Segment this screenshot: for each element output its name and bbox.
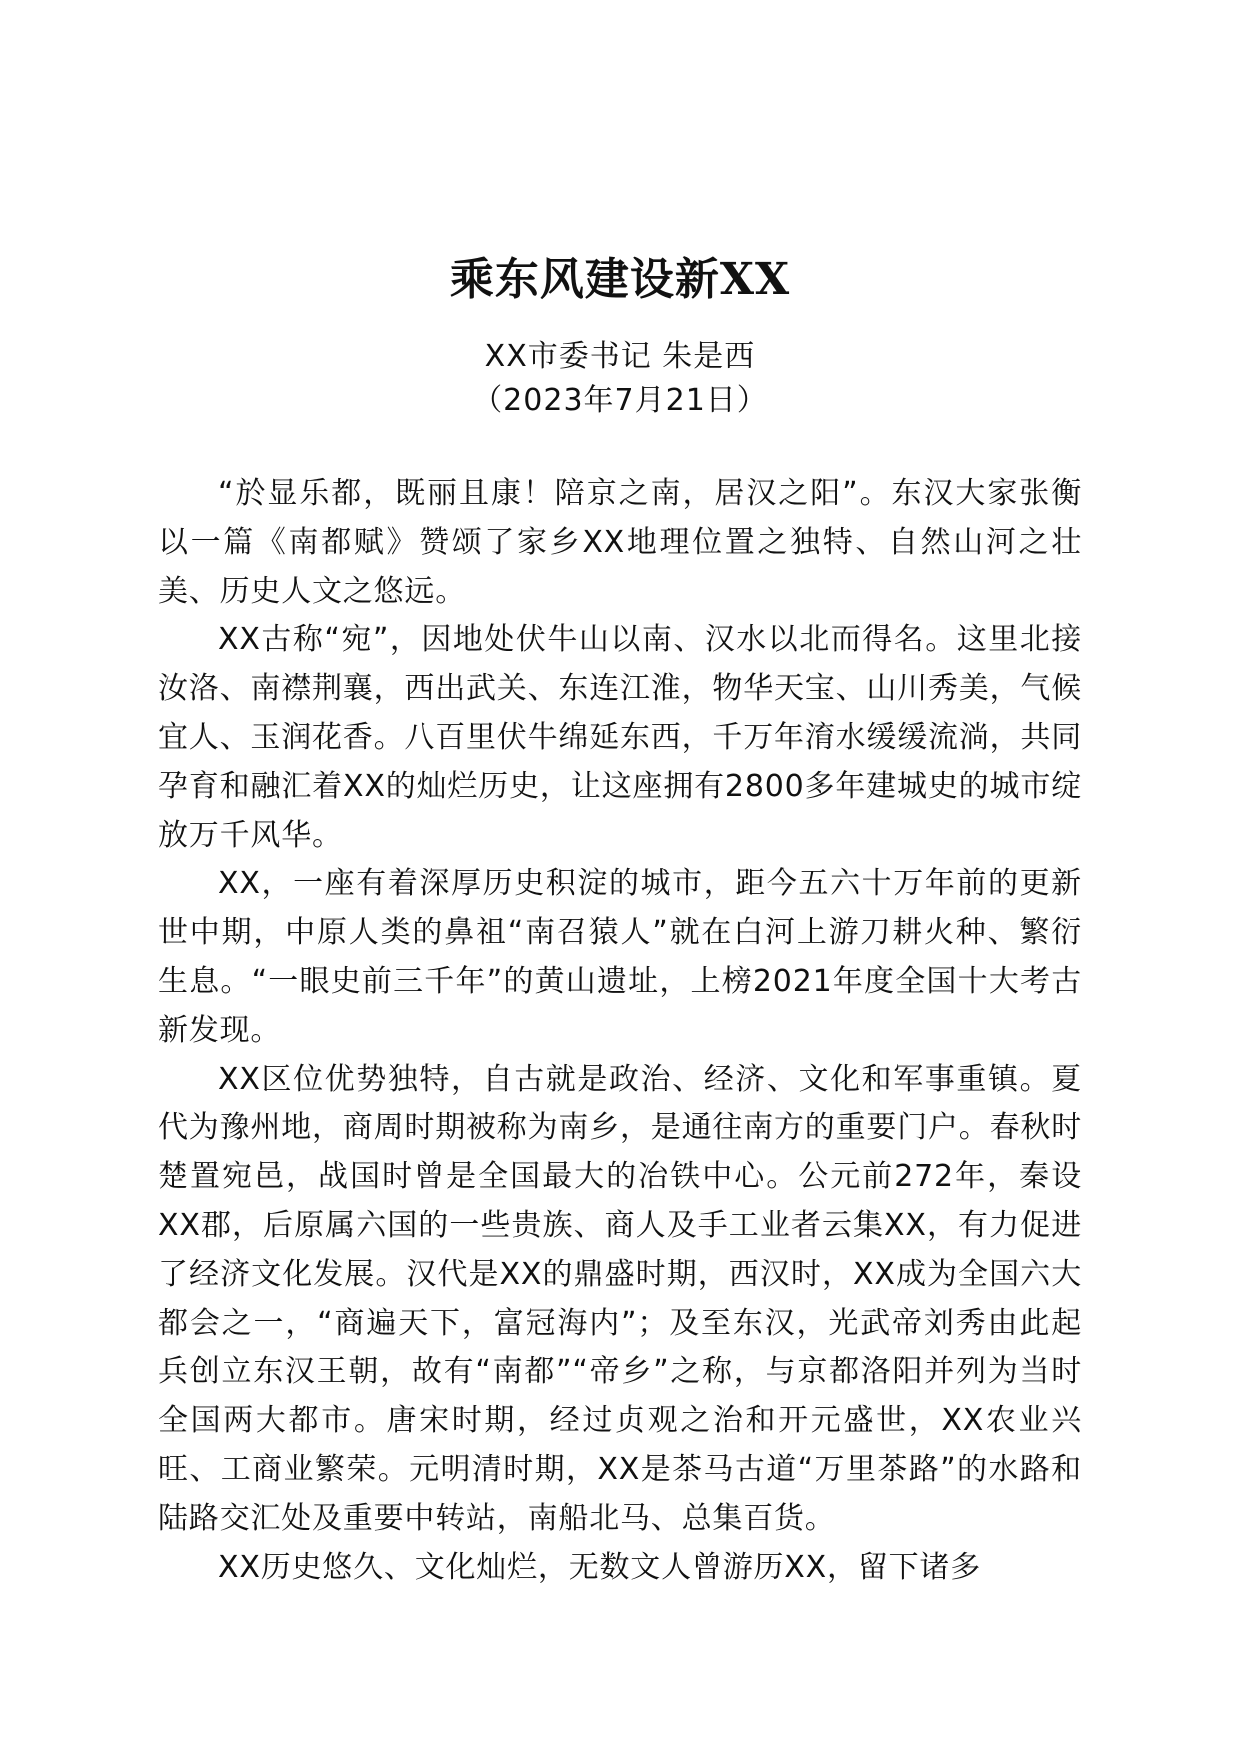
- paragraph: XX古称“宛”，因地处伏牛山以南、汉水以北而得名。这里北接汝洛、南襟荆襄，西出武关、东连江淮，物华天宝、山川秀美，气候宜人、玉润花香。八百里伏牛绵延东西，千万年淯水缓缓流淌，共同孕育和融汇着XX的灿烂历史，让这座拥有2800多年建城史的城市绽放万千风华。: [158, 622, 1082, 853]
- paragraph: XX，一座有着深厚历史积淀的城市，距今五六十万年前的更新世中期，中原人类的鼻祖“南召猿人”就在白河上游刀耕火种、繁衍生息。“一眼史前三千年”的黄山遗址，上榜2021年度全国十大考古新发现。: [158, 866, 1082, 1048]
- paragraph: “於显乐都，既丽且康！陪京之南，居汉之阳”。东汉大家张衡以一篇《南都赋》赞颂了家乡XX地理位置之独特、自然山河之壮美、历史人文之悠远。: [158, 476, 1082, 609]
- document-date: （2023年7月21日）: [472, 383, 768, 418]
- article-body: [158, 470, 1082, 1592]
- author-byline: XX市委书记 朱是西: [484, 339, 756, 374]
- document-title: 乘东风建设新XX: [449, 254, 791, 305]
- paragraph: XX区位优势独特，自古就是政治、经济、文化和军事重镇。夏代为豫州地，商周时期被称为南乡，是通往南方的重要门户。春秋时楚置宛邑，战国时曾是全国最大的冶铁中心。公元前272年，秦设XX郡，后原属六国的一些贵族、商人及手工业者云集XX，有力促进了经济文化发展。汉代是XX的鼎盛时期，西汉时，XX成为全国六大都会之一，“商遍天下，富冠海内”；及至东汉，光武帝刘秀由此起兵创立东汉王朝，故有“南都”“帝乡”之称，与京都洛阳并列为当时全国两大都市。唐宋时期，经过贞观之治和开元盛世，XX农业兴旺、工商业繁荣。元明清时期，XX是茶马古道“万里茶路”的水路和陆路交汇处及重要中转站，南船北马、总集百货。: [158, 1061, 1082, 1536]
- paragraph: XX历史悠久、文化灿烂，无数文人曾游历XX，留下诸多: [218, 1549, 982, 1585]
